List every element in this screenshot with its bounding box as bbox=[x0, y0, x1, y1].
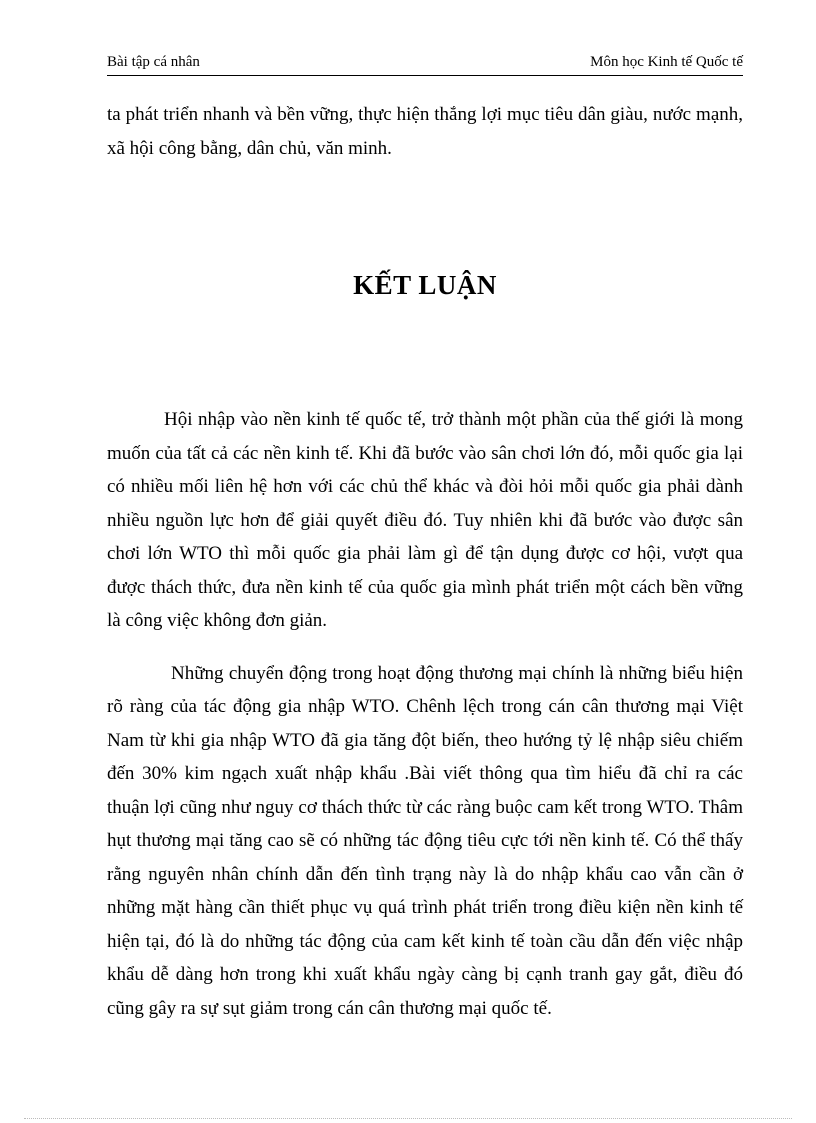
header-left-label: Bài tập cá nhân bbox=[107, 54, 200, 70]
page-header bbox=[107, 53, 743, 76]
paragraph-2: Những chuyển động trong hoạt động thương mại chính là những biểu hiện rõ ràng của tác động gia nhập WTO. Chênh lệch trong cán cân thương mại Việt Nam từ khi gia nhập WTO đã gia tăng đột biến, theo hướng tỷ lệ nhập siêu chiếm đến 30% kim ngạch xuất nhập khẩu .Bài viết thông qua tìm hiểu đã chỉ ra các thuận lợi cũng như nguy cơ thách thức từ các ràng buộc cam kết trong WTO. Thâm hụt thương mại tăng cao sẽ có những tác động tiêu cực tới nền kinh tế. Có thể thấy rằng nguyên nhân chính dẫn đến tình trạng này là do nhập khẩu cao vẫn cần ở những mặt hàng cần thiết phục vụ quá trình phát triển trong điều kiện nền kinh tế hiện tại, đó là do những tác động của cam kết kinh tế toàn cầu dẫn đến việc nhập khẩu dễ dàng hơn trong khi xuất khẩu ngày càng bị cạnh tranh gay gắt, điều đó cũng gây ra sự sụt giảm trong cán cân thương mại quốc tế. bbox=[107, 662, 743, 1019]
header-right-label: Môn học Kinh tế Quốc tế bbox=[590, 54, 743, 70]
intro-paragraph: ta phát triển nhanh và bền vững, thực hiện thắng lợi mục tiêu dân giàu, nước mạnh, xã hội công bằng, dân chủ, văn minh. bbox=[107, 104, 743, 159]
section-heading: KẾT LUẬN bbox=[353, 270, 497, 300]
document-body bbox=[107, 98, 743, 1025]
paragraph-1: Hội nhập vào nền kinh tế quốc tế, trở thành một phần của thế giới là mong muốn của tất cả các nền kinh tế. Khi đã bước vào sân chơi lớn đó, mỗi quốc gia lại có nhiều mối liên hệ hơn với các chủ thể khác và đòi hỏi mỗi quốc gia phải dành nhiều nguồn lực hơn để giải quyết điều đó. Tuy nhiên khi đã bước vào được sân chơi lớn WTO thì mỗi quốc gia phải làm gì để tận dụng được cơ hội, vượt qua được thách thức, đưa nền kinh tế của quốc gia mình phát triển một cách bền vững là công việc không đơn giản. bbox=[107, 409, 743, 631]
page-bottom-border bbox=[24, 1118, 792, 1119]
